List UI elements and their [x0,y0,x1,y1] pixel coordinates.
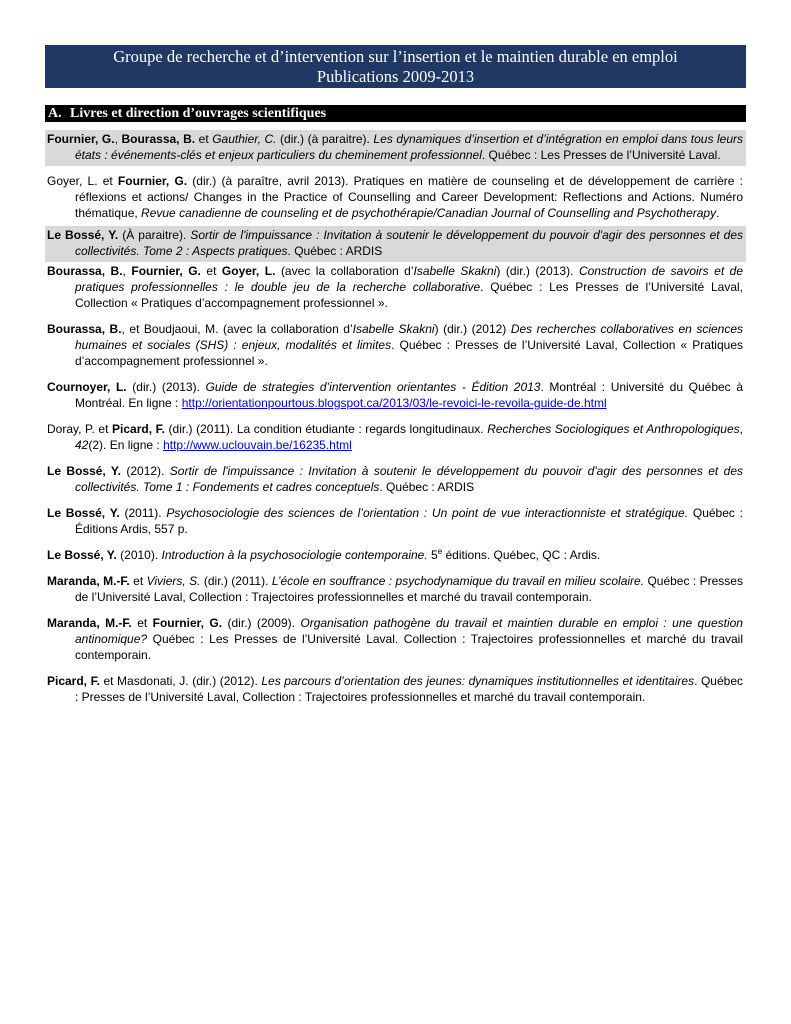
publication-entry: Cournoyer, L. (dir.) (2013). Guide de strategies d’intervention orientantes - Édition 2013. Montréal : Université du Québec à Montréal. En ligne : http://orientationpourtous.blogspot.ca/2013/03/le-revoici-le-revoila-guide-de.html [47,380,743,410]
header-title: Groupe de recherche et d’intervention sur l’insertion et le maintien durable en emploi [113,47,678,66]
publication-entry: Maranda, M.-F. et Viviers, S. (dir.) (2011). L’école en souffrance : psychodynamique du travail en milieu scolaire. Québec : Presses de l’Université Laval, Collection : Trajectoires professionnelles et marché du travail contemporain. [47,574,743,604]
publication-entry: Le Bossé, Y. (2011). Psychosociologie des sciences de l’orientation : Un point de vue interactionniste et stratégique. Québec : Éditions Ardis, 557 p. [47,506,743,536]
publication-entry: Le Bossé, Y. (2010). Introduction à la psychosociologie contemporaine. 5e éditions. Québec, QC : Ardis. [47,547,601,562]
publication-entry: Bourassa, B., Fournier, G. et Goyer, L. (avec la collaboration d’Isabelle Skakni) (dir.) (2013). Construction de savoirs et de pratiques professionnelles : le double jeu de la recherche collaborative. Québec : Les Presses de l’Université Laval, Collection « Pratiques d’accompagnement professionnel ». [47,264,744,310]
header-subtitle: Publications 2009-2013 [316,67,475,86]
publication-entry: Fournier, G., Bourassa, B. et Gauthier, C. (dir.) (à paraitre). Les dynamiques d’insertion et d’intégration en emploi dans tous leurs états : événements-clés et enjeux particuliers du cheminement professionnel. Québec : Les Presses de l’Université Laval. [45,130,746,166]
publication-entry: Le Bossé, Y. (À paraitre). Sortir de l'impuissance : Invitation à soutenir le développement du pouvoir d'agir des personnes et des collectivités. Tome 2 : Aspects pratiques. Québec : ARDIS [45,226,746,262]
section-heading [45,105,746,122]
publication-list [45,130,746,714]
guide-link[interactable]: http://orientationpourtous.blogspot.ca/2013/03/le-revoici-le-revoila-guide-de.html [181,396,607,410]
section-title: Livres et direction d’ouvrages scientifiques [70,106,327,121]
publication-entry: Doray, P. et Picard, F. (dir.) (2011). La condition étudiante : regards longitudinaux. Recherches Sociologiques et Anthropologiques, 42(2). En ligne : http://www.uclouvain.be/16235.html [47,422,743,452]
publication-entry: Maranda, M.-F. et Fournier, G. (dir.) (2009). Organisation pathogène du travail et maintien durable en emploi : une question antinomique? Québec : Les Presses de l’Université Laval. Collection : Trajectoires professionnelles et marché du travail contemporain. [47,616,743,662]
uclouvain-link[interactable]: http://www.uclouvain.be/16235.html [163,438,352,452]
section-letter: A. [48,106,62,121]
publication-entry: Goyer, L. et Fournier, G. (dir.) (à paraître, avril 2013). Pratiques en matière de counseling et de développement de carrière : réflexions et actions/ Changes in the Practice of Counselling and Career Development: Reflections and Actions. Numéro thématique, Revue canadienne de counseling et de psychothérapie/Canadian Journal of Counselling and Psychotherapy. [47,174,743,220]
publication-entry: Le Bossé, Y. (2012). Sortir de l'impuissance : Invitation à soutenir le développement du pouvoir d'agir des personnes et des collectivités. Tome 1 : Fondements et cadres conceptuels. Québec : ARDIS [47,464,743,494]
publication-entry: Bourassa, B., et Boudjaoui, M. (avec la collaboration d’Isabelle Skakni) (dir.) (2012) Des recherches collaboratives en sciences humaines et sociales (SHS) : enjeux, modalités et limites. Québec : Presses de l’Université Laval, Collection « Pratiques d’accompagnement professionnel ». [47,322,744,368]
document-header [45,45,746,88]
publication-entry: Picard, F. et Masdonati, J. (dir.) (2012). Les parcours d’orientation des jeunes: dynamiques institutionnelles et identitaires. Québec : Presses de l’Université Laval, Collection : Trajectoires professionnelles et marché du travail contemporain. [47,674,744,704]
